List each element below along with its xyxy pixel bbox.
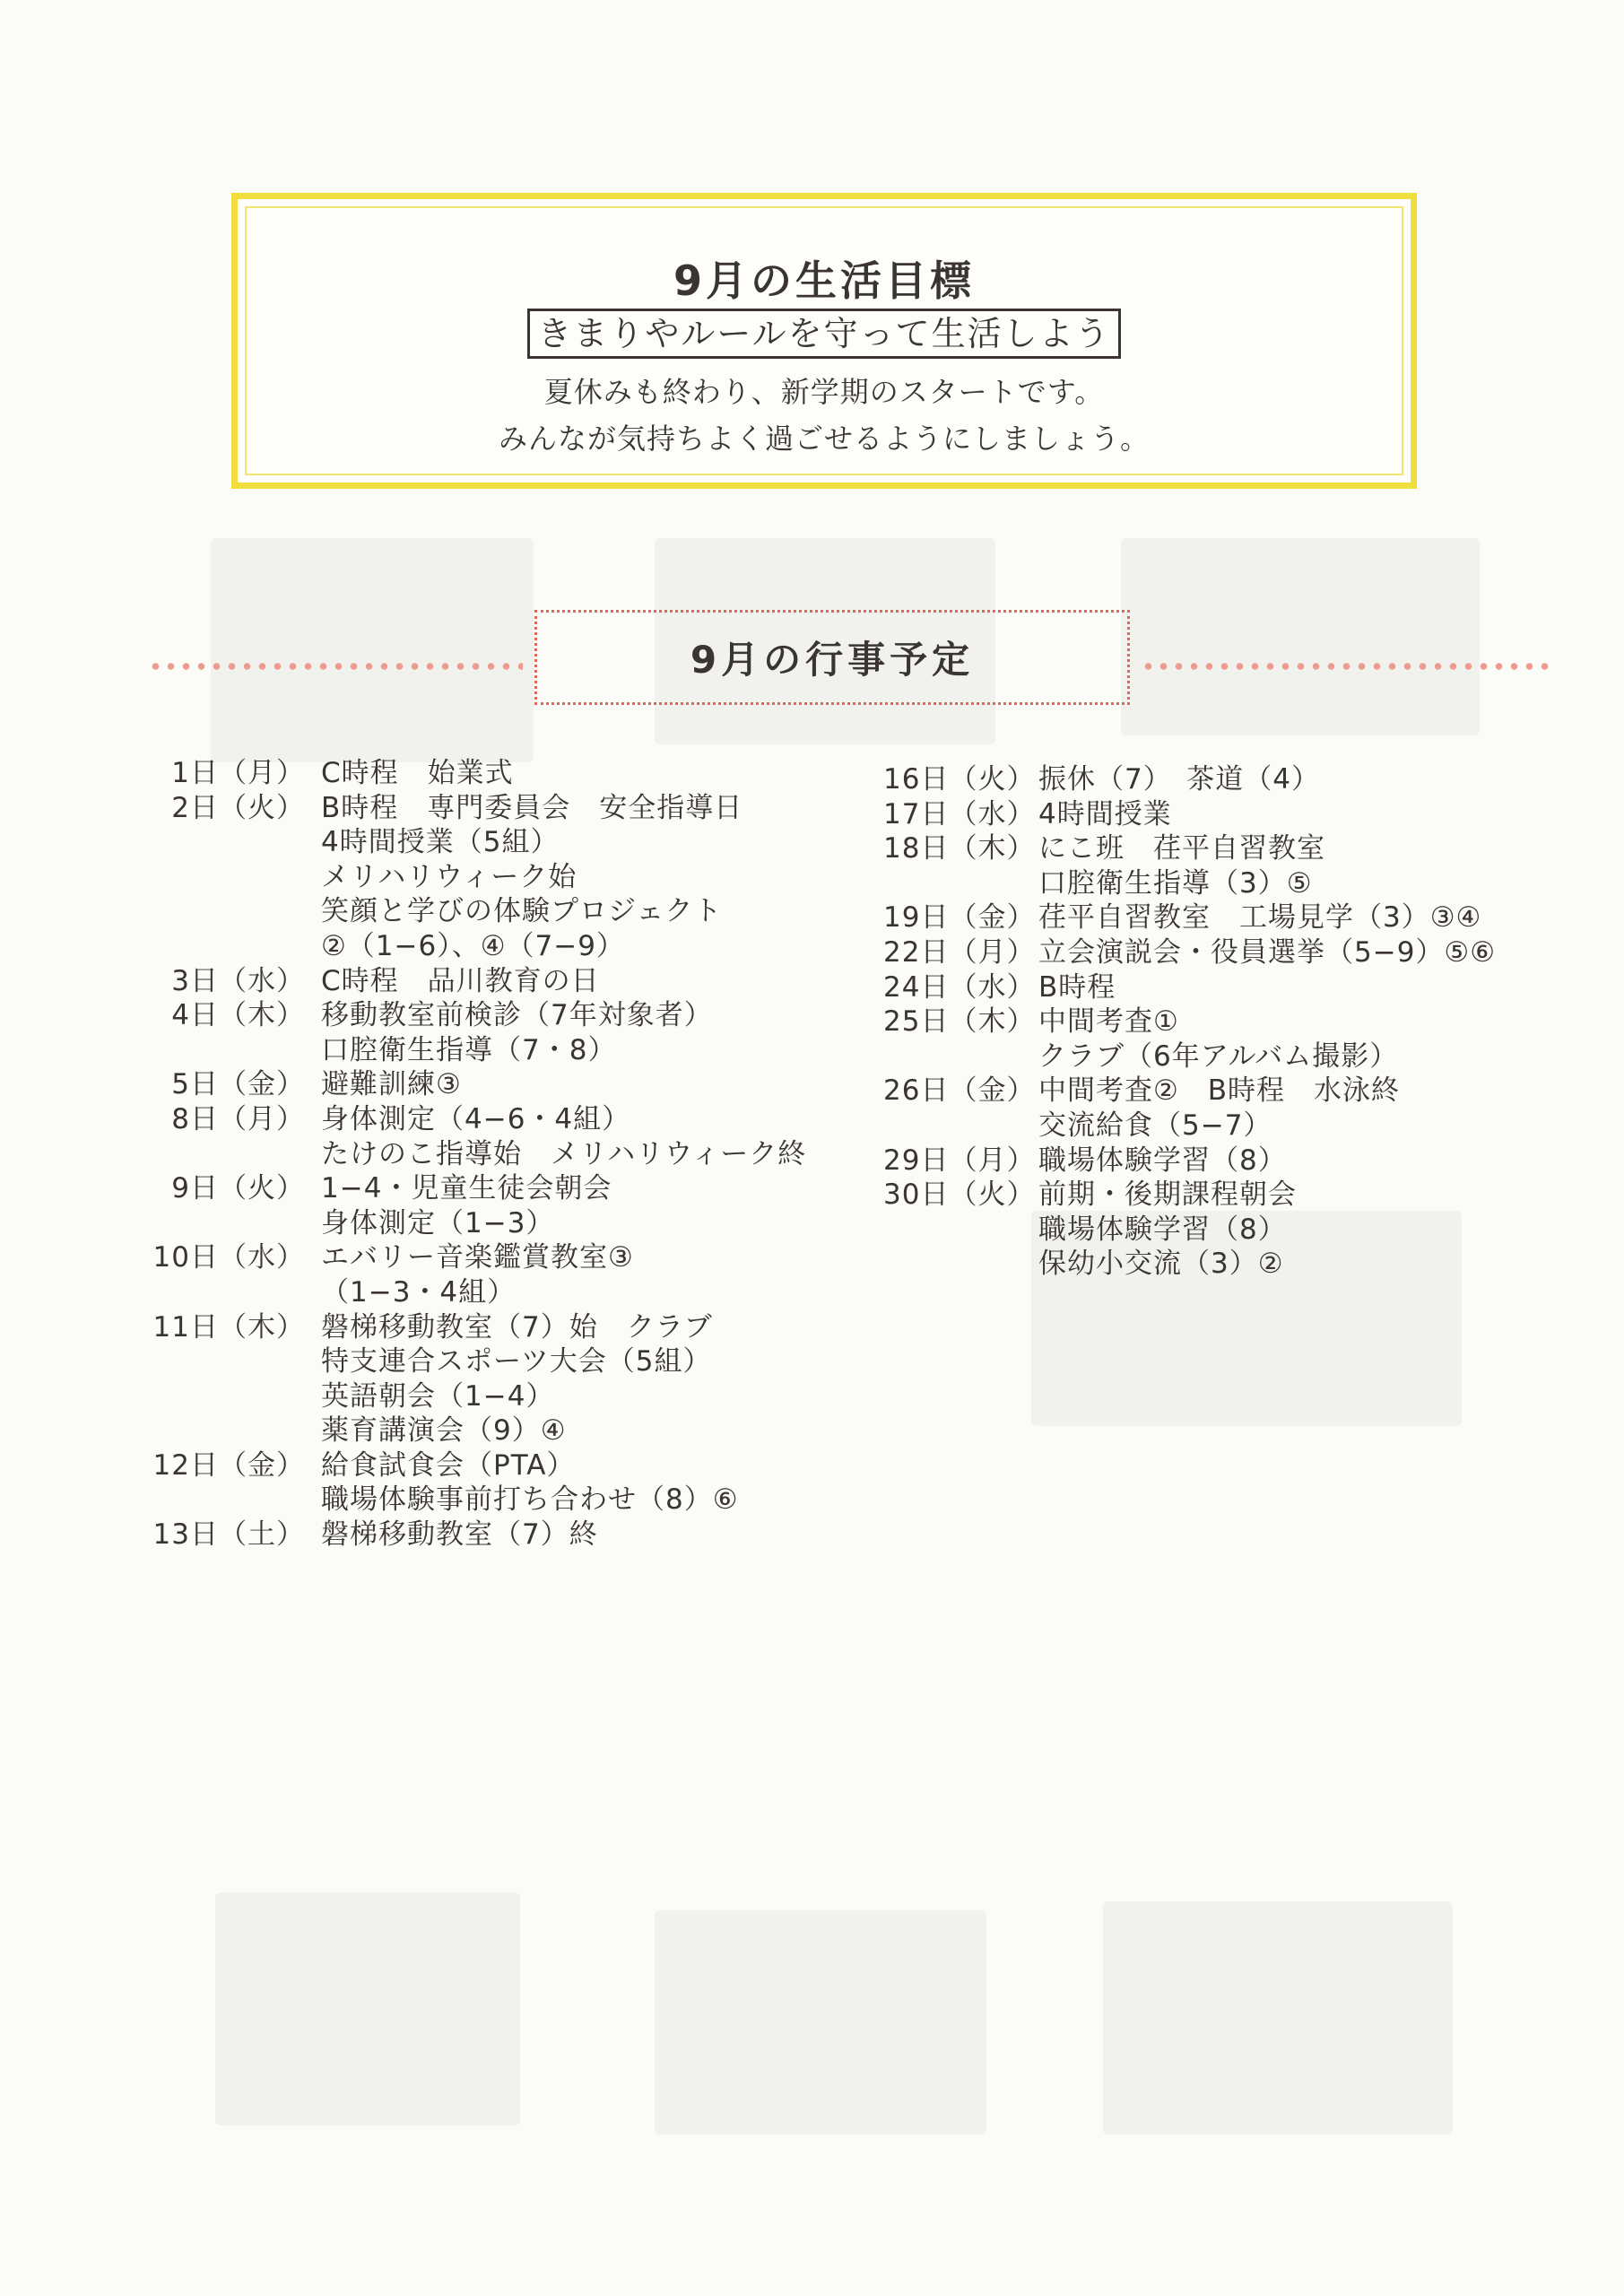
schedule-row bbox=[883, 970, 1583, 1005]
goal-slogan: きまりやルールを守って生活しよう bbox=[527, 309, 1120, 359]
schedule-item: たけのこ指導始 メリハリウィーク終 bbox=[321, 1137, 807, 1170]
schedule-date bbox=[883, 1039, 1022, 1074]
bleed-through-photo bbox=[211, 538, 534, 762]
schedule-row bbox=[148, 860, 865, 895]
schedule-date: 9日（火） bbox=[171, 1172, 305, 1205]
schedule-row bbox=[883, 1074, 1583, 1109]
schedule-date bbox=[883, 1213, 1022, 1248]
schedule-item: 給食試食会（PTA） bbox=[321, 1448, 576, 1482]
schedule-item: 移動教室前検診（7年対象者） bbox=[321, 999, 713, 1032]
schedule-row bbox=[148, 1483, 865, 1518]
schedule-date bbox=[148, 1379, 305, 1414]
schedule-date: 18日（木） bbox=[883, 832, 1036, 865]
schedule-row bbox=[883, 1144, 1583, 1178]
schedule-row bbox=[148, 1033, 865, 1068]
goal-message-line: 夏休みも終わり、新学期のスタートです。 bbox=[543, 375, 1105, 409]
schedule-date bbox=[883, 1247, 1022, 1282]
schedule-row bbox=[883, 831, 1583, 866]
schedule-row bbox=[148, 1518, 865, 1552]
monthly-goal-box bbox=[231, 193, 1417, 489]
schedule-row bbox=[148, 791, 865, 826]
schedule-date: 2日（火） bbox=[171, 791, 305, 824]
schedule-date bbox=[148, 894, 305, 929]
schedule-row bbox=[148, 1413, 865, 1448]
schedule-row bbox=[883, 866, 1583, 901]
schedule-date bbox=[148, 929, 305, 964]
schedule-date: 1日（月） bbox=[171, 757, 305, 789]
schedule-item: B時程 bbox=[1038, 970, 1116, 1004]
schedule-item: 前期・後期課程朝会 bbox=[1038, 1178, 1297, 1212]
schedule-row bbox=[883, 762, 1583, 797]
schedule-item: 薬育講演会（9）④ bbox=[321, 1414, 567, 1448]
schedule-item: 避難訓練③ bbox=[321, 1068, 462, 1101]
schedule-item: 職場体験学習（8） bbox=[1038, 1144, 1287, 1177]
schedule-row bbox=[883, 1213, 1583, 1248]
schedule-row bbox=[883, 1109, 1583, 1144]
schedule-item: 口腔衛生指導（7・8） bbox=[321, 1033, 617, 1066]
schedule-item: 磐梯移動教室（7）始 クラブ bbox=[321, 1310, 713, 1344]
schedule-date: 8日（月） bbox=[171, 1102, 305, 1135]
schedule-date: 13日（土） bbox=[152, 1518, 305, 1552]
schedule-date: 26日（金） bbox=[883, 1074, 1036, 1108]
schedule-row bbox=[883, 1004, 1583, 1039]
schedule-date: 16日（火） bbox=[883, 763, 1036, 796]
schedule-row bbox=[148, 894, 865, 929]
schedule-date: 5日（金） bbox=[171, 1068, 305, 1101]
schedule-row bbox=[148, 1344, 865, 1379]
dotted-divider-right bbox=[1141, 662, 1553, 671]
schedule-date: 12日（金） bbox=[152, 1448, 305, 1482]
schedule-item: 職場体験事前打ち合わせ（8）⑥ bbox=[321, 1483, 739, 1517]
schedule-date bbox=[883, 866, 1022, 901]
schedule-item: クラブ（6年アルバム撮影） bbox=[1038, 1039, 1399, 1073]
schedule-date bbox=[148, 1033, 305, 1068]
schedule-row bbox=[148, 756, 865, 791]
schedule-row bbox=[148, 1310, 865, 1345]
schedule-item: （1−3・4組） bbox=[321, 1275, 517, 1309]
schedule-item: メリハリウィーク始 bbox=[321, 860, 578, 893]
schedule-row bbox=[148, 1240, 865, 1275]
schedule-date bbox=[148, 825, 305, 860]
events-header-box bbox=[534, 610, 1130, 705]
schedule-item: 振休（7） 茶道（4） bbox=[1038, 763, 1320, 796]
schedule-row bbox=[148, 998, 865, 1033]
goal-message-line: みんなが気持ちよく過ごせるようにしましょう。 bbox=[498, 422, 1150, 456]
schedule-date: 17日（水） bbox=[883, 797, 1036, 831]
schedule-date bbox=[148, 1344, 305, 1379]
schedule-item: にこ班 荏平自習教室 bbox=[1038, 832, 1325, 865]
schedule-date bbox=[148, 1413, 305, 1448]
bleed-through-photo bbox=[1121, 538, 1480, 735]
schedule-row bbox=[148, 1137, 865, 1172]
schedule-item: B時程 専門委員会 安全指導日 bbox=[321, 791, 743, 824]
schedule-item: 1−4・児童生徒会朝会 bbox=[321, 1172, 612, 1205]
schedule-row bbox=[883, 900, 1583, 935]
schedule-date: 30日（火） bbox=[883, 1178, 1036, 1212]
events-title: 9月の行事予定 bbox=[690, 638, 975, 682]
schedule-date bbox=[148, 1137, 305, 1172]
schedule-date bbox=[148, 1206, 305, 1241]
schedule-row bbox=[883, 935, 1583, 970]
schedule-item: エバリー音楽鑑賞教室③ bbox=[321, 1241, 634, 1274]
schedule-item: ②（1−6）、④（7−9） bbox=[321, 929, 625, 962]
goal-slogan-wrapper bbox=[238, 309, 1411, 359]
bleed-through-photo bbox=[655, 1910, 986, 2135]
schedule-item: 荏平自習教室 工場見学（3）③④ bbox=[1038, 901, 1482, 935]
schedule-item: 交流給食（5−7） bbox=[1038, 1109, 1272, 1142]
schedule-row bbox=[148, 1171, 865, 1206]
schedule-item: 立会演説会・役員選挙（5−9）⑤⑥ bbox=[1038, 935, 1497, 969]
schedule-date bbox=[148, 1275, 305, 1310]
bleed-through-photo bbox=[1103, 1901, 1453, 2135]
schedule-item: 特支連合スポーツ大会（5組） bbox=[321, 1345, 712, 1378]
schedule-item: 英語朝会（1−4） bbox=[321, 1379, 555, 1413]
schedule-date: 10日（水） bbox=[152, 1241, 305, 1274]
dotted-divider-left bbox=[148, 662, 523, 671]
schedule-item: 職場体験学習（8） bbox=[1038, 1213, 1287, 1246]
schedule-date: 19日（金） bbox=[883, 901, 1036, 935]
schedule-date: 11日（木） bbox=[152, 1310, 305, 1344]
schedule-date: 24日（水） bbox=[883, 970, 1036, 1004]
schedule-item: 中間考査① bbox=[1038, 1005, 1179, 1039]
schedule-row bbox=[148, 1275, 865, 1310]
schedule-row bbox=[148, 1448, 865, 1483]
schedule-date bbox=[883, 1109, 1022, 1144]
schedule-column-left bbox=[148, 756, 865, 1552]
schedule-row bbox=[883, 1247, 1583, 1282]
schedule-item: 身体測定（4−6・4組） bbox=[321, 1102, 631, 1135]
schedule-column-right bbox=[883, 762, 1583, 1282]
schedule-item: 中間考査② B時程 水泳終 bbox=[1038, 1074, 1401, 1108]
schedule-item: 笑顔と学びの体験プロジェクト bbox=[321, 895, 723, 928]
schedule-row bbox=[148, 1206, 865, 1241]
schedule-date bbox=[148, 1483, 305, 1518]
schedule-row bbox=[148, 1379, 865, 1414]
schedule-row bbox=[148, 825, 865, 860]
schedule-date: 29日（月） bbox=[883, 1144, 1036, 1177]
schedule-item: C時程 始業式 bbox=[321, 757, 514, 789]
schedule-row bbox=[883, 797, 1583, 832]
goal-title: 9月の生活目標 bbox=[673, 257, 975, 305]
schedule-row bbox=[148, 929, 865, 964]
schedule-row bbox=[148, 964, 865, 999]
schedule-row bbox=[883, 1039, 1583, 1074]
schedule-item: 保幼小交流（3）② bbox=[1038, 1248, 1284, 1281]
schedule-item: 磐梯移動教室（7）終 bbox=[321, 1518, 598, 1552]
schedule-date: 22日（月） bbox=[883, 935, 1036, 969]
schedule-item: 身体測定（1−3） bbox=[321, 1206, 555, 1239]
schedule-date bbox=[148, 860, 305, 895]
schedule-date: 25日（木） bbox=[883, 1005, 1036, 1039]
schedule-row bbox=[883, 1178, 1583, 1213]
schedule-date: 4日（木） bbox=[171, 999, 305, 1032]
schedule-row bbox=[148, 1102, 865, 1137]
schedule-row bbox=[148, 1067, 865, 1102]
schedule-item: 口腔衛生指導（3）⑤ bbox=[1038, 866, 1313, 900]
schedule-date: 3日（水） bbox=[171, 964, 305, 997]
schedule-item: 4時間授業（5組） bbox=[321, 826, 560, 859]
schedule-item: C時程 品川教育の日 bbox=[321, 964, 600, 997]
bleed-through-photo bbox=[215, 1892, 520, 2126]
schedule-item: 4時間授業 bbox=[1038, 797, 1172, 831]
